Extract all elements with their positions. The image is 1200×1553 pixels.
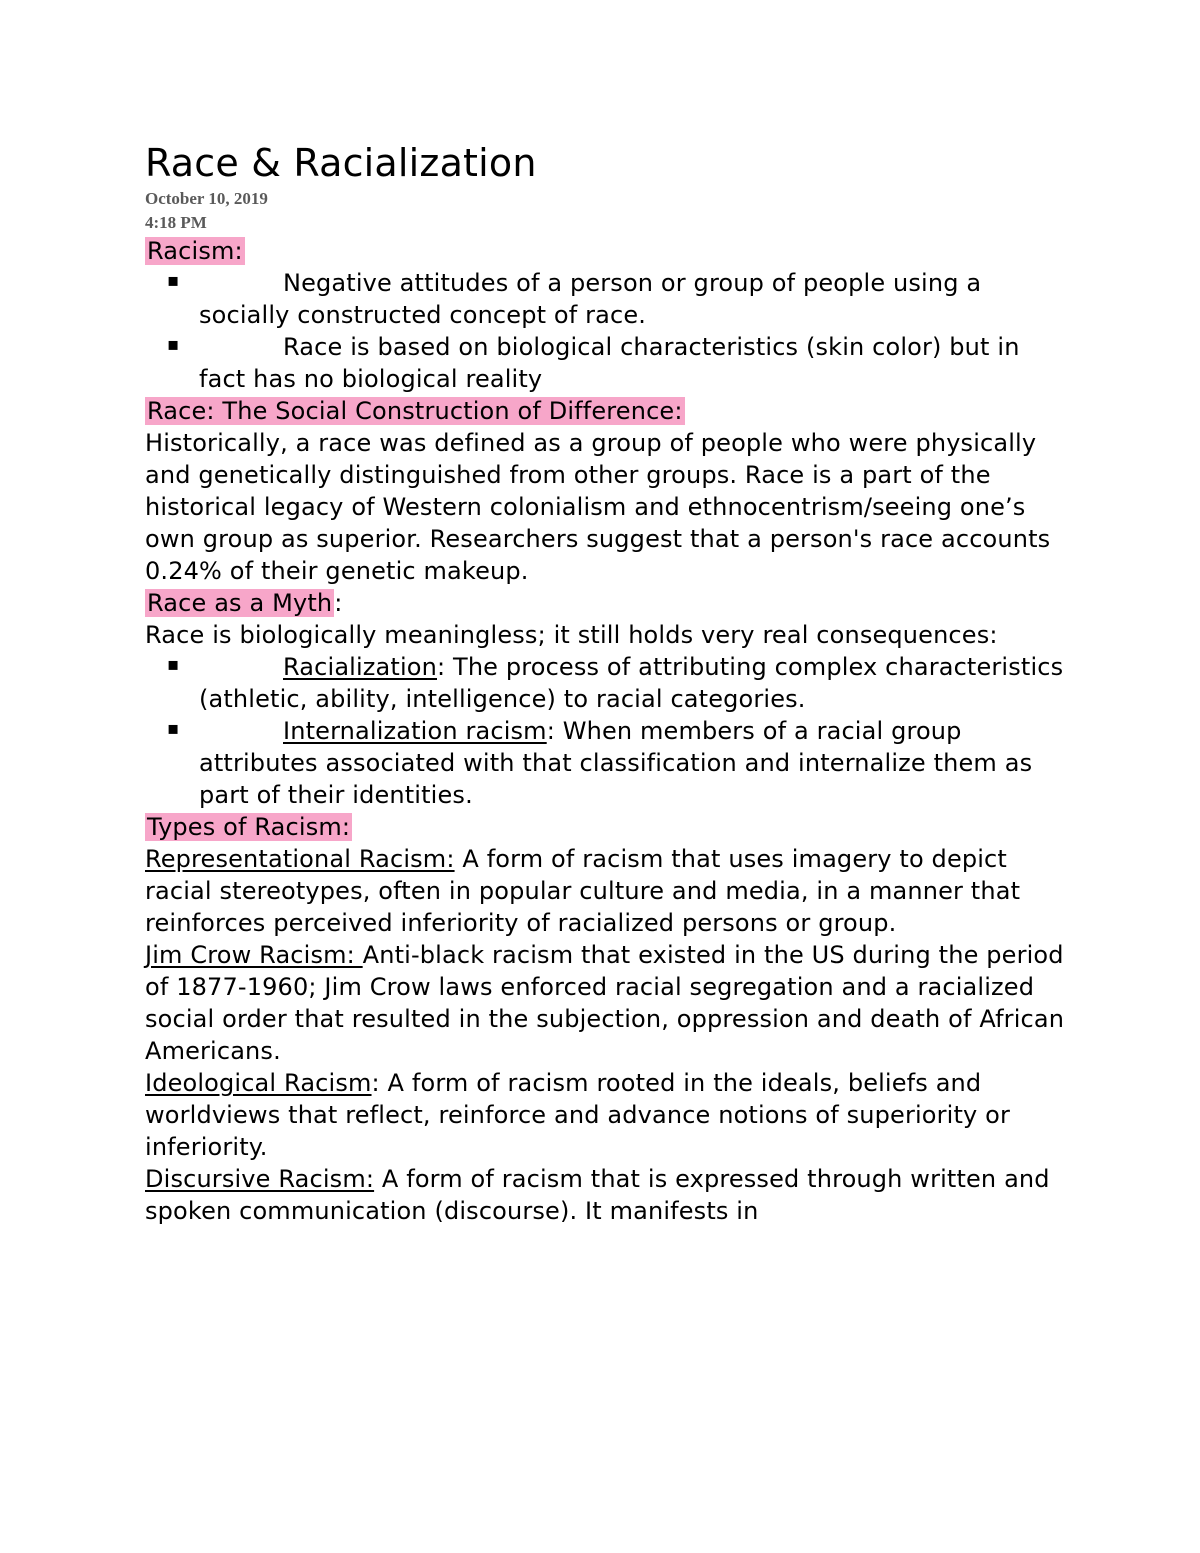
list-item [145, 651, 1065, 715]
type-item [145, 1067, 1065, 1163]
myth-text: Race is biologically meaningless; it still holds very real consequences: [145, 621, 998, 649]
note-time: 4:18 PM [145, 213, 207, 232]
term-discursive-racism: Discursive Racism: [145, 1165, 375, 1193]
definition-text: Anti-black racism that existed in the US during the period of 1877-1960; Jim Crow laws enforced racial segregation and a racialized social order that resulted in the subjection, oppression and death of African Americans. [145, 941, 1065, 1065]
term-ideological-racism: Ideological Racism [145, 1069, 372, 1097]
racism-heading: Racism: [147, 237, 243, 265]
type-item [145, 1163, 1065, 1227]
term-jim-crow-racism: Jim Crow Racism: [145, 941, 363, 969]
section-social-construction [145, 395, 1065, 587]
bullet-icon: ▪ [167, 654, 180, 675]
myth-bullet-list [145, 651, 1065, 811]
definition-text: : A form of racism rooted in the ideals, beliefs and worldviews that reflect, reinforce and advance notions of superiority or inferiority. [145, 1069, 1011, 1161]
bullet-icon: ▪ [167, 270, 180, 291]
social-construction-text: Historically, a race was defined as a group of people who were physically and genetically distinguished from other groups. Race is a part of the historical legacy of Western colonialism and ethnocentrism/seeing one’s own group as superior. Researchers suggest that a person's race accounts 0.24% of their genetic makeup. [145, 429, 1051, 585]
document-page [145, 140, 1065, 1227]
type-item [145, 843, 1065, 939]
racism-bullet-text: Negative attitudes of a person or group of people using a socially constructed concept of race. [199, 269, 982, 329]
definition-text: A form of racism that uses imagery to depict racial stereotypes, often in popular culture and media, in a manner that reinforces perceived inferiority of racialized persons or group. [145, 845, 1021, 937]
social-construction-heading: Race: The Social Construction of Difference: [147, 397, 683, 425]
definition-text: A form of racism that is expressed through written and spoken communication (discourse). It manifests in [145, 1165, 1050, 1225]
bullet-icon: ▪ [167, 718, 180, 739]
page-title: Race & Racialization [145, 141, 537, 185]
list-item [145, 331, 1065, 395]
term-internalization-racism: Internalization racism [283, 717, 547, 745]
racism-bullet-text: Race is based on biological characteristics (skin color) but in fact has no biological reality [199, 333, 1020, 393]
myth-heading-suffix: : [334, 589, 343, 617]
note-body [145, 235, 1065, 1227]
note-date: October 10, 2019 [145, 189, 268, 208]
racism-bullet-list [145, 267, 1065, 395]
section-myth [145, 587, 1065, 811]
section-racism [145, 235, 1065, 395]
term-representational-racism: Representational Racism: [145, 845, 455, 873]
section-types-of-racism [145, 811, 1065, 1227]
definition-text: : When members of a racial group attributes associated with that classification and internalize them as part of their identities. [199, 717, 1033, 809]
term-racialization: Racialization [283, 653, 437, 681]
myth-heading: Race as a Myth [147, 589, 333, 617]
definition-text: : The process of attributing complex characteristics (athletic, ability, intelligence) to racial categories. [199, 653, 1064, 713]
types-heading: Types of Racism: [147, 813, 351, 841]
list-item [145, 267, 1065, 331]
list-item [145, 715, 1065, 811]
type-item [145, 939, 1065, 1067]
bullet-icon: ▪ [167, 334, 180, 355]
